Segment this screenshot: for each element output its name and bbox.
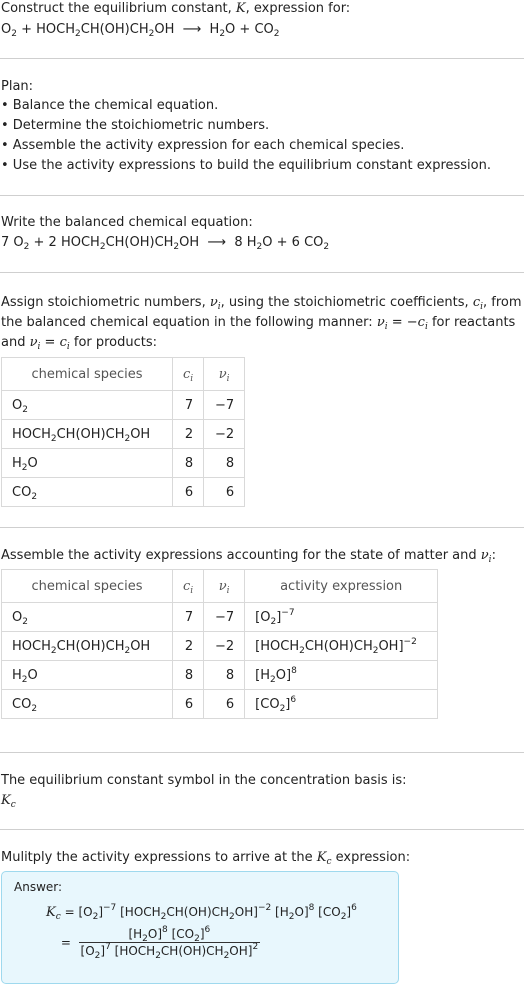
c-cell: 8 bbox=[173, 449, 204, 478]
c-cell: 7 bbox=[173, 391, 204, 420]
stoich-table bbox=[1, 357, 245, 507]
activity-cell: $[CO_2]^6$ bbox=[245, 690, 438, 719]
c-cell: 7 bbox=[173, 603, 204, 632]
c-cell: 6 bbox=[173, 478, 204, 507]
divider bbox=[0, 752, 524, 753]
species-cell: $HOCH_2CH(OH)CH_2OH$ bbox=[2, 632, 173, 661]
fraction-denominator: $[O_2]^7$ $[HOCH_2CH(OH)CH_2OH]^2$ bbox=[80, 942, 259, 961]
col-header-c: $c_i$ bbox=[173, 570, 204, 603]
c-cell: 2 bbox=[173, 632, 204, 661]
activity-cell: $[HOCH_2CH(OH)CH_2OH]^{-2}$ bbox=[245, 632, 438, 661]
prompt-text: Construct the equilibrium constant, K, expression for: bbox=[1, 1, 351, 16]
nu-cell: −2 bbox=[204, 632, 245, 661]
kc-fraction: = $\frac{[H_2O]^8 [CO_2]^6}{[O_2]^7 [HOCH_2CH(OH)CH_2OH]^2}$ bbox=[57, 925, 259, 961]
col-header-nu: $\nu_i$ bbox=[204, 358, 245, 391]
nu-cell: 8 bbox=[204, 661, 245, 690]
c-cell: 6 bbox=[173, 690, 204, 719]
table-row bbox=[2, 449, 245, 478]
nu-cell: −7 bbox=[204, 603, 245, 632]
col-header-species: chemical species bbox=[2, 570, 173, 603]
species-cell: $HOCH_2CH(OH)CH_2OH$ bbox=[2, 420, 173, 449]
nu-cell: 6 bbox=[204, 690, 245, 719]
table-row bbox=[2, 661, 438, 690]
table-header-row bbox=[2, 358, 245, 391]
stoich-text: Assign stoichiometric numbers, $\nu_i$, using the stoichiometric coefficients, $c_i$, from bbox=[1, 295, 522, 312]
kc-symbol: $K_c$ bbox=[1, 793, 16, 810]
table-row bbox=[2, 603, 438, 632]
species-cell: $O_2$ bbox=[2, 603, 173, 632]
activity-heading: Assemble the activity expressions accounting for the state of matter and $\nu_i$: bbox=[1, 548, 496, 565]
symbol-heading: The equilibrium constant symbol in the concentration basis is: bbox=[1, 773, 407, 788]
col-header-c: $c_i$ bbox=[173, 358, 204, 391]
species-cell: $H_2O$ bbox=[2, 449, 173, 478]
reaction-equation: $O_2$ + $HOCH_2CH(OH)CH_2OH$ ⟶ $H_2O + CO_2$ bbox=[1, 22, 280, 39]
plan-heading: Plan: bbox=[1, 79, 34, 94]
table-header-row bbox=[2, 570, 438, 603]
col-header-species: chemical species bbox=[2, 358, 173, 391]
stoich-text: the balanced chemical equation in the following manner: $\nu_i = -c_i$ for reactants bbox=[1, 315, 516, 332]
col-header-activity: activity expression bbox=[245, 570, 438, 603]
balanced-heading: Write the balanced chemical equation: bbox=[1, 215, 253, 230]
species-cell: $CO_2$ bbox=[2, 690, 173, 719]
divider bbox=[0, 829, 524, 830]
c-cell: 8 bbox=[173, 661, 204, 690]
fraction bbox=[79, 925, 261, 961]
activity-cell: $[H_2O]^8$ bbox=[245, 661, 438, 690]
nu-cell: 8 bbox=[204, 449, 245, 478]
stoich-text: and $\nu_i = c_i$ for products: bbox=[1, 335, 158, 352]
table-row bbox=[2, 420, 245, 449]
kc-expression: $K_c = [O_2]^{-7}$ $[HOCH_2CH(OH)CH_2OH]^{-2}$ $[H_2O]^8$ $[CO_2]^6$ bbox=[46, 903, 357, 922]
multiply-heading: Mulitply the activity expressions to arrive at the $K_c$ expression: bbox=[1, 850, 411, 867]
nu-cell: −2 bbox=[204, 420, 245, 449]
plan-step: • Balance the chemical equation. bbox=[1, 98, 219, 113]
table-row bbox=[2, 690, 438, 719]
plan-step: • Assemble the activity expression for each chemical species. bbox=[1, 138, 405, 153]
species-cell: $H_2O$ bbox=[2, 661, 173, 690]
col-header-nu: $\nu_i$ bbox=[204, 570, 245, 603]
species-cell: $O_2$ bbox=[2, 391, 173, 420]
fraction-numerator: $[H_2O]^8$ $[CO_2]^6$ bbox=[79, 927, 261, 943]
answer-label: Answer: bbox=[14, 880, 63, 894]
divider bbox=[0, 195, 524, 196]
answer-box bbox=[1, 871, 399, 984]
nu-cell: −7 bbox=[204, 391, 245, 420]
nu-cell: 6 bbox=[204, 478, 245, 507]
table-row bbox=[2, 478, 245, 507]
divider bbox=[0, 58, 524, 59]
balanced-equation: 7 $O_2 + 2$ $HOCH_2CH(OH)CH_2OH$ ⟶ 8 $H_2O + 6$ $CO_2$ bbox=[1, 235, 330, 252]
activity-cell: $[O_2]^{-7}$ bbox=[245, 603, 438, 632]
divider bbox=[0, 272, 524, 273]
table-row bbox=[2, 632, 438, 661]
divider bbox=[0, 527, 524, 528]
plan-step: • Use the activity expressions to build the equilibrium constant expression. bbox=[1, 158, 491, 173]
species-cell: $CO_2$ bbox=[2, 478, 173, 507]
plan-step: • Determine the stoichiometric numbers. bbox=[1, 118, 270, 133]
c-cell: 2 bbox=[173, 420, 204, 449]
activity-table bbox=[1, 569, 438, 719]
table-row bbox=[2, 391, 245, 420]
